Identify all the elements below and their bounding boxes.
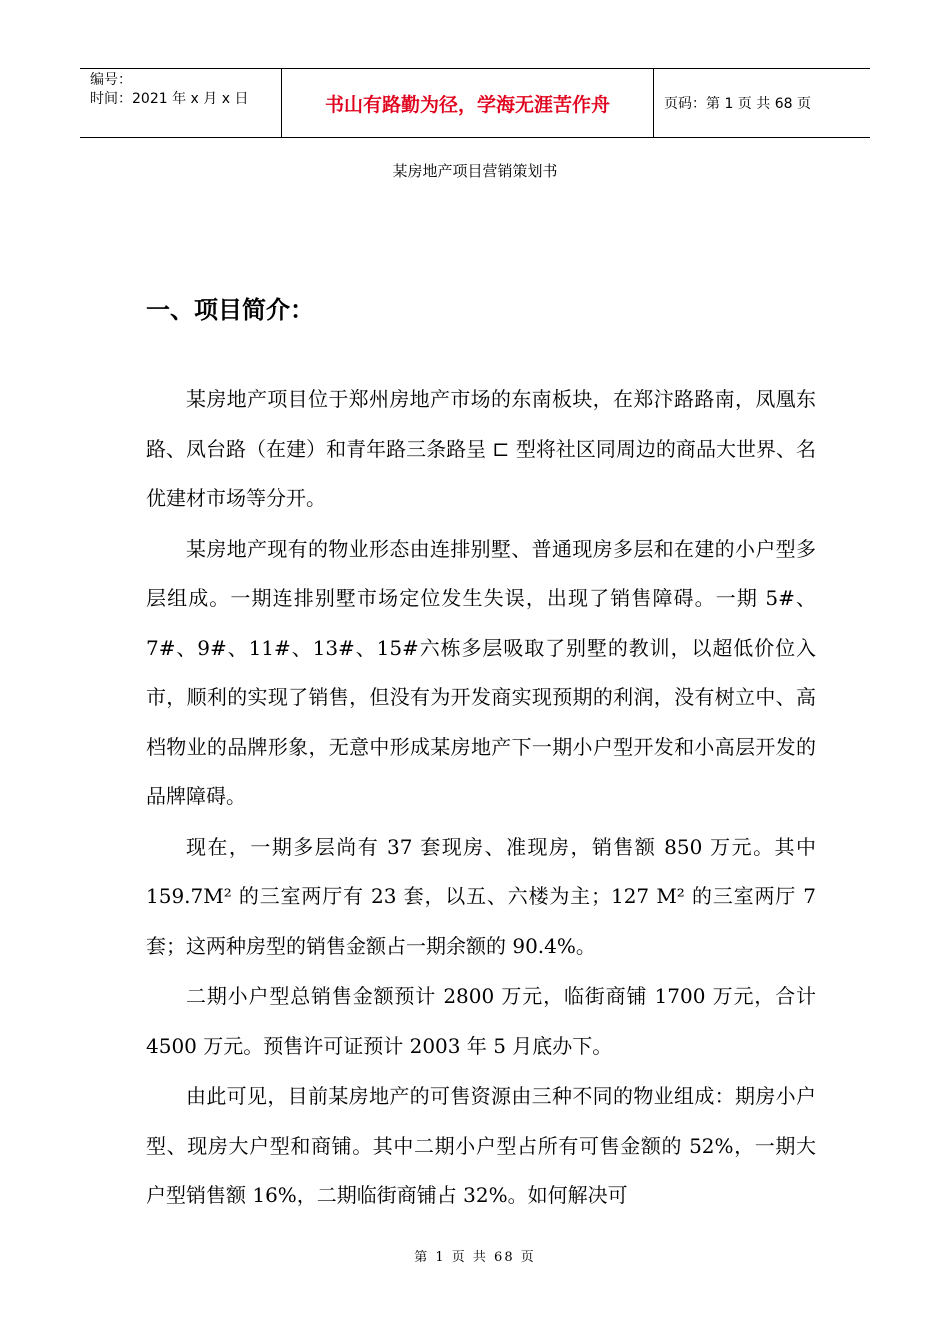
paragraph: 某房地产现有的物业形态由连排别墅、普通现房多层和在建的小户型多层组成。一期连排别墅市场定位发生失误，出现了销售障碍。一期 5#、7#、9#、11#、13#、15#六栋多层吸取了别墅的教训，以超低价位入市，顺利的实现了销售，但没有为开发商实现预期的利润，没有树立中、高档物业的品牌形象，无意中形成某房地产下一期小户型开发和小高层开发的品牌障碍。 bbox=[146, 536, 816, 808]
motto-text: 书山有路勤为径，学海无涯苦作舟 bbox=[324, 93, 610, 116]
section-heading: 一、项目简介： bbox=[146, 296, 314, 324]
page-info: 页码：第 1 页 共 68 页 bbox=[664, 96, 811, 112]
paragraph: 由此可见，目前某房地产的可售资源由三种不同的物业组成：期房小户型、现房大户型和商铺。其中二期小户型占所有可售金额的 52%，一期大户型销售额 16%，二期临街商铺占 32%。如何解决可 bbox=[146, 1084, 816, 1207]
header-motto-cell bbox=[282, 69, 654, 137]
time-label: 时间：2021 年 x 月 x 日 bbox=[90, 91, 249, 107]
header-table bbox=[80, 68, 870, 138]
header-meta-cell bbox=[80, 69, 282, 137]
body-text bbox=[146, 375, 816, 1222]
paragraph: 现在，一期多层尚有 37 套现房、准现房，销售额 850 万元。其中 159.7M² 的三室两厅有 23 套，以五、六楼为主；127 M² 的三室两厅 7 套；这两种房型的销售金额占一期余额的 90.4%。 bbox=[146, 834, 816, 958]
header-page-cell bbox=[654, 69, 870, 137]
page-footer: 第 1 页 共 68 页 bbox=[414, 1250, 536, 1265]
paragraph: 某房地产项目位于郑州房地产市场的东南板块，在郑汴路路南，凤凰东路、凤台路（在建）和青年路三条路呈 ⊏ 型将社区同周边的商品大世界、名优建材市场等分开。 bbox=[146, 387, 816, 510]
number-label: 编号： bbox=[90, 72, 132, 88]
paragraph: 二期小户型总销售金额预计 2800 万元，临街商铺 1700 万元，合计 4500 万元。预售许可证预计 2003 年 5 月底办下。 bbox=[146, 984, 816, 1058]
document-title: 某房地产项目营销策划书 bbox=[392, 162, 558, 180]
